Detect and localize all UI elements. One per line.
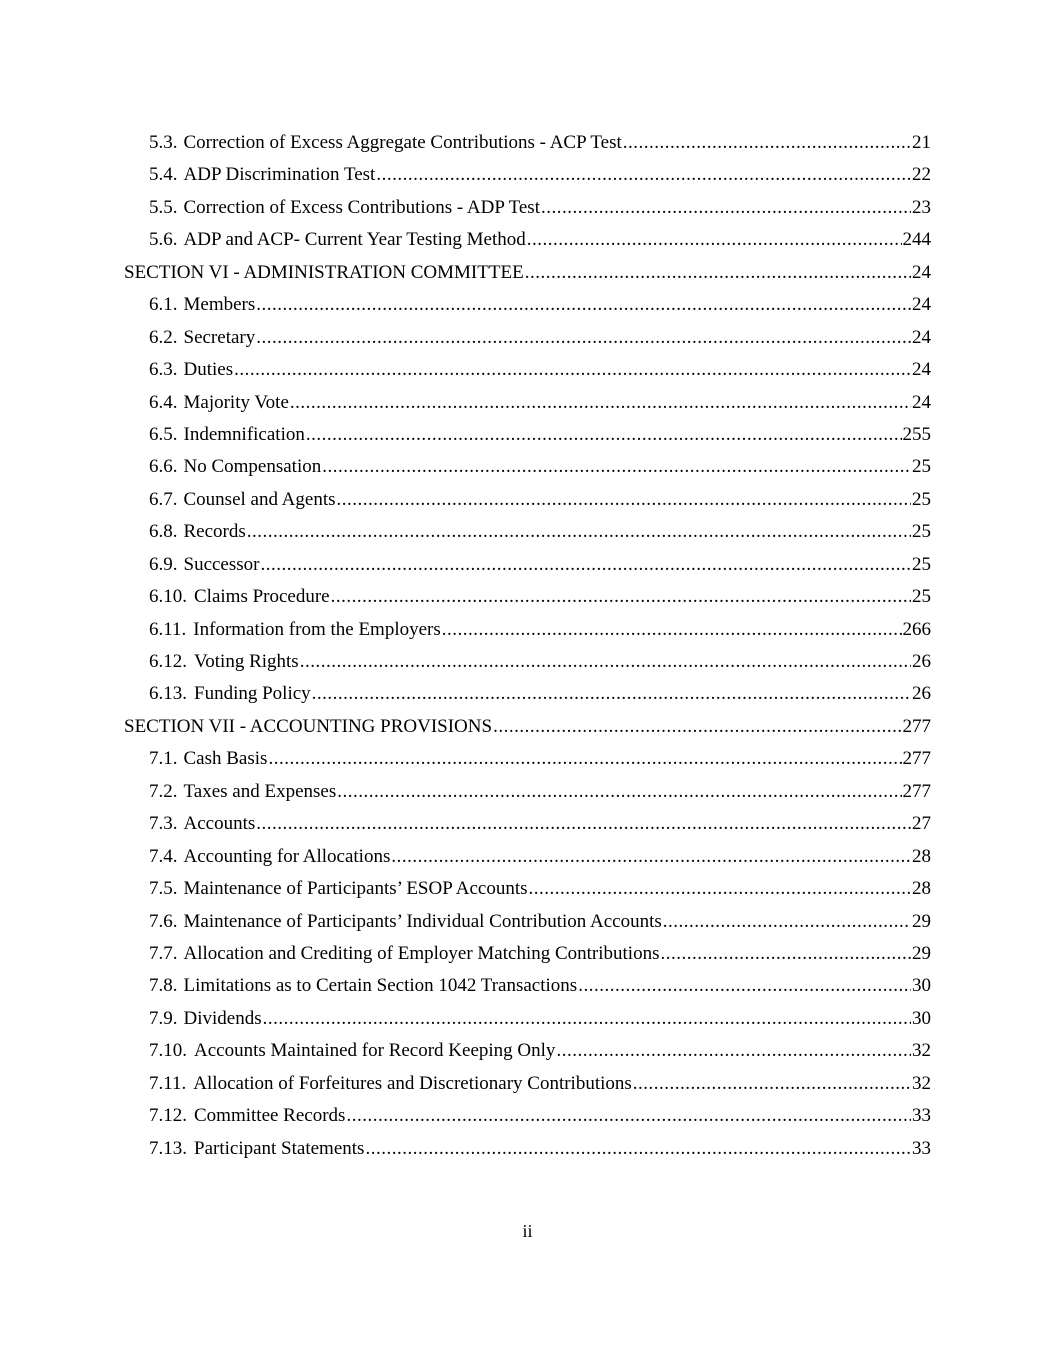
- toc-page-number: 24: [912, 359, 931, 381]
- toc-entry[interactable]: [124, 776, 931, 808]
- toc-entry[interactable]: [124, 387, 931, 419]
- toc-entry-number: 6.4.: [149, 391, 178, 413]
- toc-entry-text: Correction of Excess Contributions - ADP Test: [183, 196, 540, 218]
- toc-entry-number: 7.3.: [149, 813, 178, 835]
- toc-page-number: 255: [902, 423, 931, 445]
- toc-entry-title: [149, 906, 662, 938]
- toc-entry-title: [149, 1003, 262, 1035]
- toc-entry-number: 6.13.: [149, 683, 187, 705]
- toc-entry-number: 6.3.: [149, 359, 178, 381]
- toc-entry-text: Secretary: [183, 326, 256, 348]
- toc-entry-title: [149, 451, 321, 483]
- toc-entry[interactable]: [124, 1068, 931, 1100]
- toc-page-number: 30: [912, 1007, 931, 1029]
- dot-leader: [263, 1003, 911, 1035]
- toc-page-number: 277: [902, 780, 931, 802]
- toc-entry-number: 5.4.: [149, 164, 178, 186]
- toc-page-number: 25: [912, 586, 931, 608]
- toc-page-number: 24: [912, 294, 931, 316]
- toc-entry-title: [149, 354, 233, 386]
- dot-leader: [337, 776, 901, 808]
- toc-section-heading[interactable]: [124, 257, 931, 289]
- toc-entry-number: 6.7.: [149, 488, 178, 510]
- toc-entry-number: 7.7.: [149, 942, 178, 964]
- toc-entry-title: [149, 678, 311, 710]
- toc-entry-text: SECTION VI - ADMINISTRATION COMMITTEE: [124, 261, 524, 283]
- toc-entry-text: Members: [183, 294, 256, 316]
- dot-leader: [660, 938, 911, 970]
- toc-entry-title: [149, 387, 289, 419]
- toc-entry-text: Participant Statements: [194, 1137, 365, 1159]
- toc-entry-text: SECTION VII - ACCOUNTING PROVISIONS: [124, 715, 493, 737]
- toc-section-heading[interactable]: [124, 711, 931, 743]
- toc-entry[interactable]: [124, 1035, 931, 1067]
- dot-leader: [256, 808, 911, 840]
- toc-entry-text: ADP Discrimination Test: [183, 164, 376, 186]
- toc-entry-text: Cash Basis: [183, 748, 268, 770]
- toc-entry-title: [149, 1133, 364, 1165]
- toc-page-number: 30: [912, 975, 931, 997]
- toc-entry-text: Accounts: [183, 813, 256, 835]
- toc-entry-number: 6.11.: [149, 618, 187, 640]
- toc-entry-number: 7.6.: [149, 910, 178, 932]
- toc-page-number: 25: [912, 488, 931, 510]
- toc-entry-title: [149, 419, 305, 451]
- toc-entry-text: Majority Vote: [183, 391, 289, 413]
- toc-entry-number: 7.2.: [149, 780, 178, 802]
- dot-leader: [633, 1068, 911, 1100]
- toc-entry[interactable]: [124, 484, 931, 516]
- toc-entry-number: 7.9.: [149, 1007, 178, 1029]
- toc-page-number: 244: [902, 229, 931, 251]
- toc-entry-number: 7.8.: [149, 975, 178, 997]
- dot-leader: [306, 419, 902, 451]
- toc-entry[interactable]: [124, 127, 931, 159]
- toc-entry[interactable]: [124, 354, 931, 386]
- toc-entry-number: 5.3.: [149, 132, 178, 153]
- toc-entry-title: [149, 549, 259, 581]
- toc-page-number: 277: [902, 748, 931, 770]
- toc-entry[interactable]: [124, 159, 931, 191]
- toc-entry-text: Allocation of Forfeitures and Discretionary Contributions: [193, 1072, 632, 1094]
- toc-entry-text: Limitations as to Certain Section 1042 Transactions: [183, 975, 578, 997]
- toc-entry[interactable]: [124, 516, 931, 548]
- toc-entry[interactable]: [124, 808, 931, 840]
- toc-entry-title: [149, 938, 659, 970]
- table-of-contents: [124, 127, 931, 1165]
- toc-entry[interactable]: [124, 1003, 931, 1035]
- toc-entry[interactable]: [124, 938, 931, 970]
- toc-page-number: 24: [912, 326, 931, 348]
- toc-entry-text: Allocation and Crediting of Employer Matching Contributions: [183, 942, 660, 964]
- toc-page-number: 33: [912, 1137, 931, 1159]
- toc-entry-number: 5.6.: [149, 229, 178, 251]
- toc-entry[interactable]: [124, 646, 931, 678]
- toc-page-number: 23: [912, 196, 931, 218]
- dot-leader: [260, 549, 911, 581]
- toc-entry-number: 6.5.: [149, 423, 178, 445]
- toc-page-number: 26: [912, 683, 931, 705]
- toc-entry-text: Voting Rights: [194, 651, 299, 672]
- toc-entry-text: Information from the Employers: [193, 618, 441, 640]
- dot-leader: [541, 192, 911, 224]
- toc-entry-number: 7.13.: [149, 1137, 187, 1159]
- toc-entry-text: Accounts Maintained for Record Keeping Only: [194, 1040, 556, 1062]
- dot-leader: [578, 970, 911, 1002]
- toc-page-number: 32: [912, 1040, 931, 1062]
- dot-leader: [442, 614, 902, 646]
- toc-entry-title: [149, 1100, 345, 1132]
- toc-entry-number: 6.12.: [149, 651, 187, 672]
- toc-entry[interactable]: [124, 1100, 931, 1132]
- dot-leader: [247, 516, 911, 548]
- toc-entry-title: [149, 516, 246, 548]
- dot-leader: [529, 873, 911, 905]
- toc-page-number: 32: [912, 1072, 931, 1094]
- toc-entry[interactable]: [124, 873, 931, 905]
- toc-entry-title: [149, 776, 336, 808]
- toc-entry-number: 6.2.: [149, 326, 178, 348]
- toc-page-number: 22: [912, 164, 931, 186]
- toc-page-number: 28: [912, 878, 931, 900]
- toc-page-number: 28: [912, 845, 931, 867]
- toc-entry-text: Accounting for Allocations: [183, 845, 391, 867]
- toc-entry-title: [149, 841, 390, 873]
- dot-leader: [331, 581, 911, 613]
- toc-entry-title: [149, 159, 375, 191]
- dot-leader: [346, 1100, 911, 1132]
- dot-leader: [322, 451, 911, 483]
- toc-entry-text: No Compensation: [183, 456, 322, 478]
- toc-entry-number: 5.5.: [149, 196, 178, 218]
- toc-entry-text: Dividends: [183, 1007, 262, 1029]
- dot-leader: [663, 906, 911, 938]
- toc-entry[interactable]: [124, 1133, 931, 1165]
- toc-entry-title: [149, 224, 526, 256]
- toc-entry[interactable]: [124, 192, 931, 224]
- toc-entry-number: 6.8.: [149, 521, 178, 543]
- toc-entry-text: Taxes and Expenses: [183, 780, 337, 802]
- toc-entry[interactable]: [124, 549, 931, 581]
- toc-entry-text: Duties: [183, 359, 234, 381]
- toc-entry-title: [149, 873, 528, 905]
- toc-entry-number: 7.10.: [149, 1040, 187, 1062]
- toc-entry-text: Funding Policy: [194, 683, 311, 705]
- toc-entry-number: 6.10.: [149, 586, 187, 608]
- toc-entry-number: 6.9.: [149, 553, 178, 575]
- dot-leader: [391, 841, 911, 873]
- toc-entry-number: 7.12.: [149, 1105, 187, 1127]
- dot-leader: [493, 711, 901, 743]
- toc-entry-text: Indemnification: [183, 423, 305, 445]
- toc-entry-text: ADP and ACP- Current Year Testing Method: [183, 229, 526, 251]
- toc-entry-title: [149, 484, 336, 516]
- dot-leader: [256, 289, 911, 321]
- toc-entry[interactable]: [124, 906, 931, 938]
- toc-entry[interactable]: [124, 451, 931, 483]
- toc-entry-title: [149, 289, 255, 321]
- toc-entry-title: [149, 614, 441, 646]
- toc-page-number: 27: [912, 813, 931, 835]
- toc-entry[interactable]: [124, 289, 931, 321]
- dot-leader: [312, 678, 911, 710]
- toc-page-number: 24: [912, 391, 931, 413]
- toc-page-number: 29: [912, 910, 931, 932]
- toc-page-number: 21: [912, 132, 931, 153]
- toc-page-number: 26: [912, 651, 931, 672]
- toc-page-number: 277: [902, 715, 931, 737]
- dot-leader: [256, 322, 911, 354]
- dot-leader: [365, 1133, 911, 1165]
- toc-entry-number: 6.6.: [149, 456, 178, 478]
- toc-entry-number: 7.11.: [149, 1072, 187, 1094]
- toc-entry-text: Records: [183, 521, 246, 543]
- toc-entry-text: Maintenance of Participants’ ESOP Accounts: [183, 878, 528, 900]
- dot-leader: [376, 159, 911, 191]
- dot-leader: [268, 743, 901, 775]
- dot-leader: [337, 484, 912, 516]
- toc-entry[interactable]: [124, 224, 931, 256]
- toc-page-number: 29: [912, 942, 931, 964]
- toc-entry-title: [149, 322, 255, 354]
- toc-entry-text: Committee Records: [194, 1105, 346, 1127]
- toc-entry-number: 6.1.: [149, 294, 178, 316]
- toc-page-number: 25: [912, 521, 931, 543]
- dot-leader: [623, 127, 911, 159]
- toc-entry-number: 7.5.: [149, 878, 178, 900]
- toc-entry[interactable]: [124, 614, 931, 646]
- toc-entry-title: [149, 743, 267, 775]
- toc-entry-title: [149, 970, 577, 1002]
- toc-entry-title: [149, 127, 622, 159]
- toc-page-number: 25: [912, 456, 931, 478]
- page-number: ii: [522, 1221, 533, 1241]
- toc-entry[interactable]: [124, 322, 931, 354]
- toc-page-number: 266: [902, 618, 931, 640]
- toc-page-number: 25: [912, 553, 931, 575]
- toc-entry[interactable]: [124, 419, 931, 451]
- toc-entry[interactable]: [124, 970, 931, 1002]
- toc-page-number: 33: [912, 1105, 931, 1127]
- toc-entry-title: [149, 1068, 632, 1100]
- toc-entry-title: [149, 192, 540, 224]
- toc-entry-text: Claims Procedure: [194, 586, 330, 608]
- toc-entry[interactable]: [124, 678, 931, 710]
- toc-entry[interactable]: [124, 841, 931, 873]
- dot-leader: [300, 646, 911, 678]
- toc-entry[interactable]: [124, 743, 931, 775]
- dot-leader: [525, 257, 911, 289]
- toc-entry-number: 7.4.: [149, 845, 178, 867]
- toc-entry[interactable]: [124, 581, 931, 613]
- toc-entry-title: [149, 581, 330, 613]
- toc-entry-text: Maintenance of Participants’ Individual Contribution Accounts: [183, 910, 662, 932]
- toc-entry-text: Correction of Excess Aggregate Contributions - ACP Test: [183, 132, 622, 153]
- dot-leader: [527, 224, 902, 256]
- toc-entry-text: Successor: [183, 553, 260, 575]
- dot-leader: [234, 354, 911, 386]
- toc-entry-title: [124, 711, 492, 743]
- toc-entry-title: [149, 1035, 555, 1067]
- toc-entry-title: [124, 257, 524, 289]
- toc-page-number: 24: [912, 261, 931, 283]
- dot-leader: [556, 1035, 911, 1067]
- dot-leader: [290, 387, 911, 419]
- toc-entry-number: 7.1.: [149, 748, 178, 770]
- toc-entry-title: [149, 808, 255, 840]
- toc-entry-text: Counsel and Agents: [183, 488, 336, 510]
- toc-entry-title: [149, 646, 299, 678]
